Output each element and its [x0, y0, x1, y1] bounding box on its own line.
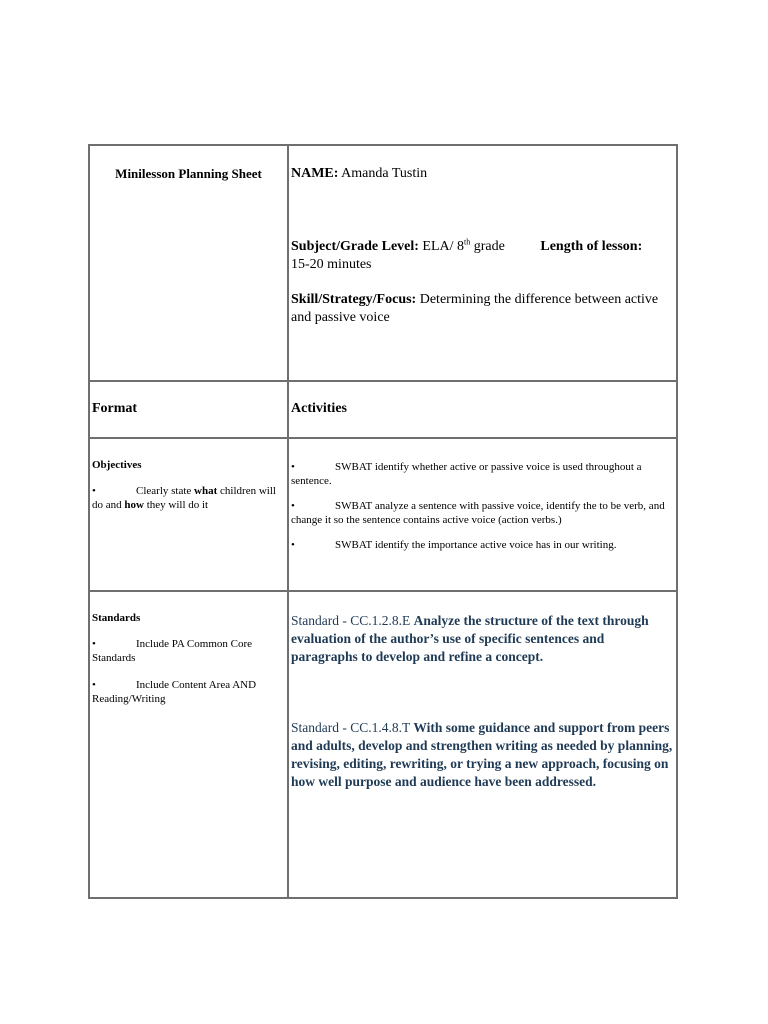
objectives-item: • Clearly state what children will do and how they will do it	[92, 485, 276, 511]
column-header-row	[89, 381, 677, 438]
activity-item: • SWBAT identify the importance active voice has in our writing.	[291, 539, 617, 551]
standards-cell	[288, 591, 677, 898]
objectives-cell	[89, 438, 288, 591]
name-value: Amanda Tustin	[341, 166, 428, 181]
standard-block	[291, 612, 674, 666]
subject-line	[291, 238, 674, 274]
standard-code: Standard - CC.1.4.8.T	[291, 720, 410, 735]
length-value: 15-20 minutes	[291, 257, 372, 272]
bullet-icon: •	[291, 500, 295, 512]
length-label: Length of lesson:	[540, 239, 643, 254]
standard-text: With some guidance and support from peers and adults, develop and strengthen writing as needed by planning, revising, editing, rewriting, or trying a new approach, focusing on how well purpose and audience have been addressed.	[291, 720, 673, 789]
subject-value: ELA/ 8th grade	[422, 237, 505, 254]
activities-header: Activities	[291, 401, 347, 416]
lesson-info-cell	[288, 145, 677, 381]
standards-heading: Standards	[92, 612, 141, 624]
standards-format-item: • Include Content Area AND Reading/Writing	[92, 679, 257, 705]
activities-cell	[288, 438, 677, 591]
planning-sheet-table	[88, 144, 678, 899]
format-header: Format	[92, 401, 138, 416]
skill-label: Skill/Strategy/Focus:	[291, 292, 417, 307]
activity-item: • SWBAT analyze a sentence with passive voice, identify the to be verb, and change it so the sentence contains active voice (action verbs.)	[291, 500, 665, 526]
standard-code: Standard - CC.1.2.8.E	[291, 613, 411, 628]
objectives-heading: Objectives	[92, 459, 142, 471]
activity-item: • SWBAT identify whether active or passive voice is used throughout a sentence.	[291, 461, 642, 487]
name-line	[291, 146, 674, 182]
format-header-cell	[89, 381, 288, 438]
bullet-icon: •	[92, 679, 96, 691]
bullet-icon: •	[291, 539, 295, 551]
bullet-icon: •	[92, 485, 96, 497]
skill-line	[291, 291, 674, 327]
standards-format-item: • Include PA Common Core Standards	[92, 638, 253, 664]
title-cell	[89, 145, 288, 381]
standards-format-cell	[89, 591, 288, 898]
bullet-icon: •	[92, 638, 96, 650]
standard-block	[291, 719, 674, 791]
objectives-row	[89, 438, 677, 591]
name-label: NAME:	[291, 166, 339, 181]
skill-value: Determining the difference between active and passive voice	[291, 292, 659, 325]
bullet-icon: •	[291, 461, 295, 473]
activities-header-cell	[288, 381, 677, 438]
subject-label: Subject/Grade Level:	[291, 239, 419, 254]
header-row	[89, 145, 677, 381]
standards-row	[89, 591, 677, 898]
sheet-title: Minilesson Planning Sheet	[115, 166, 262, 181]
standard-text: Analyze the structure of the text through evaluation of the author’s use of specific sentences and paragraphs to develop and refine a concept.	[291, 613, 649, 664]
